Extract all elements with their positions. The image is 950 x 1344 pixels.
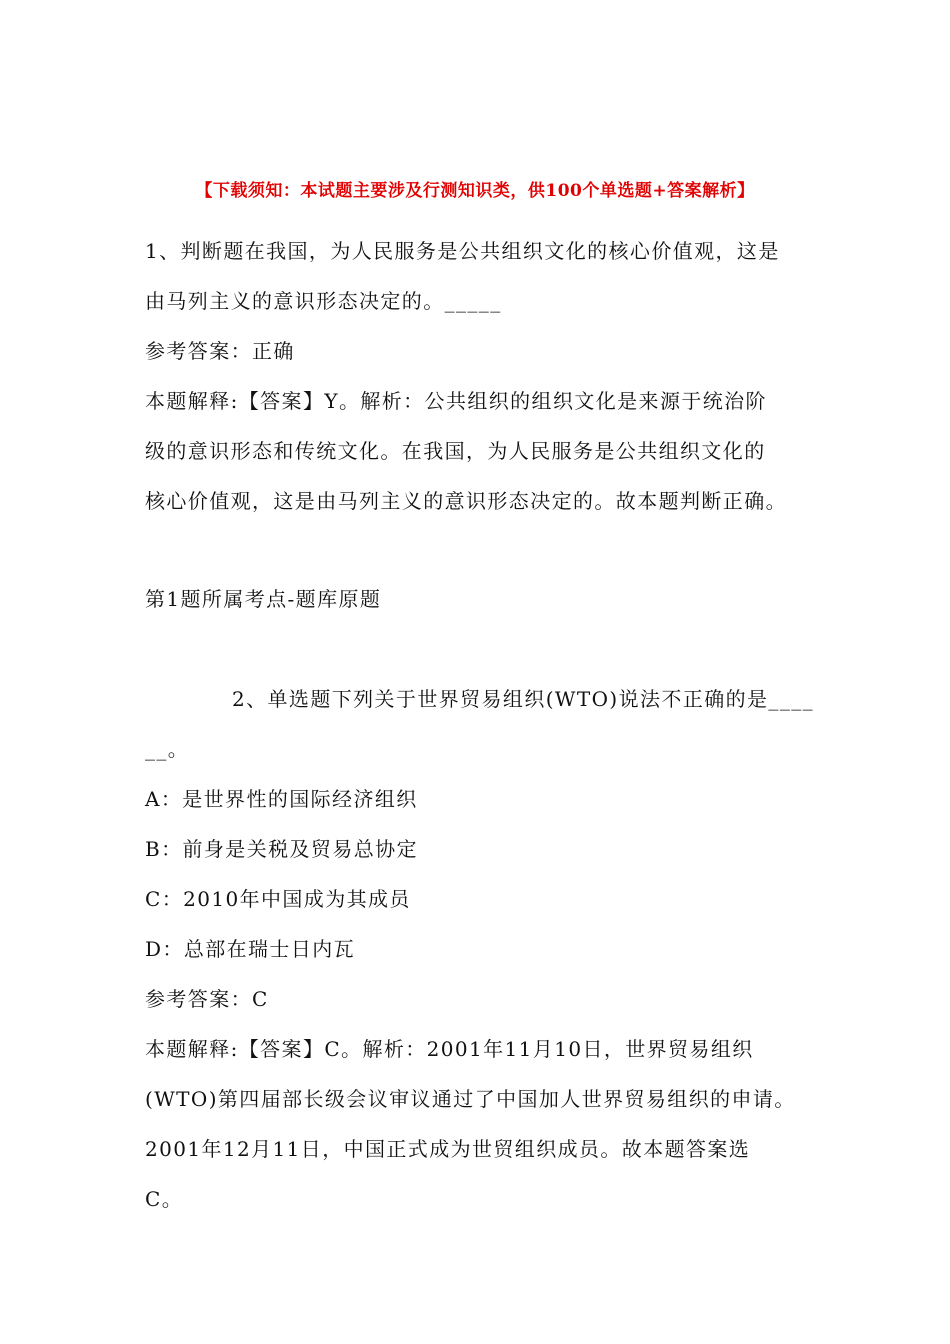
q2-option-a: A：是世界性的国际经济组织 [145,787,418,811]
q2-explanation-line-3: 2001年12月11日，中国正式成为世贸组织成员。故本题答案选 [145,1137,751,1161]
q1-topic-tag: 第1题所属考点-题库原题 [145,587,382,611]
q2-option-d: D：总部在瑞士日内瓦 [145,937,356,961]
q2-option-c: C：2010年中国成为其成员 [145,887,411,911]
q2-question-line-1: 2、单选题下列关于世界贸易组织(WTO)说法不正确的是____ [232,687,815,711]
q2-explanation-line-4: C。 [145,1187,184,1211]
q2-explanation-line-2: (WTO)第四届部长级会议审议通过了中国加人世界贸易组织的申请。 [145,1087,796,1111]
q1-explanation-line-2: 级的意识形态和传统文化。在我国，为人民服务是公共组织文化的 [145,439,766,463]
q1-explanation-line-3: 核心价值观，这是由马列主义的意识形态决定的。故本题判断正确。 [145,489,787,513]
q2-answer: 参考答案：C [145,987,269,1011]
q1-explanation-line-1: 本题解释:【答案】Y。解析：公共组织的组织文化是来源于统治阶 [145,389,767,413]
download-notice: 【下载须知：本试题主要涉及行测知识类，供100个单选题+答案解析】 [195,181,755,201]
q1-question-line-2: 由马列主义的意识形态决定的。_____ [145,289,502,313]
q2-question-line-2: __。 [145,737,190,761]
q2-option-b: B：前身是关税及贸易总协定 [145,837,418,861]
q1-answer: 参考答案：正确 [145,339,295,363]
q2-explanation-line-1: 本题解释:【答案】C。解析：2001年11月10日，世界贸易组织 [145,1037,754,1061]
q1-question-line-1: 1、判断题在我国，为人民服务是公共组织文化的核心价值观，这是 [145,239,780,263]
